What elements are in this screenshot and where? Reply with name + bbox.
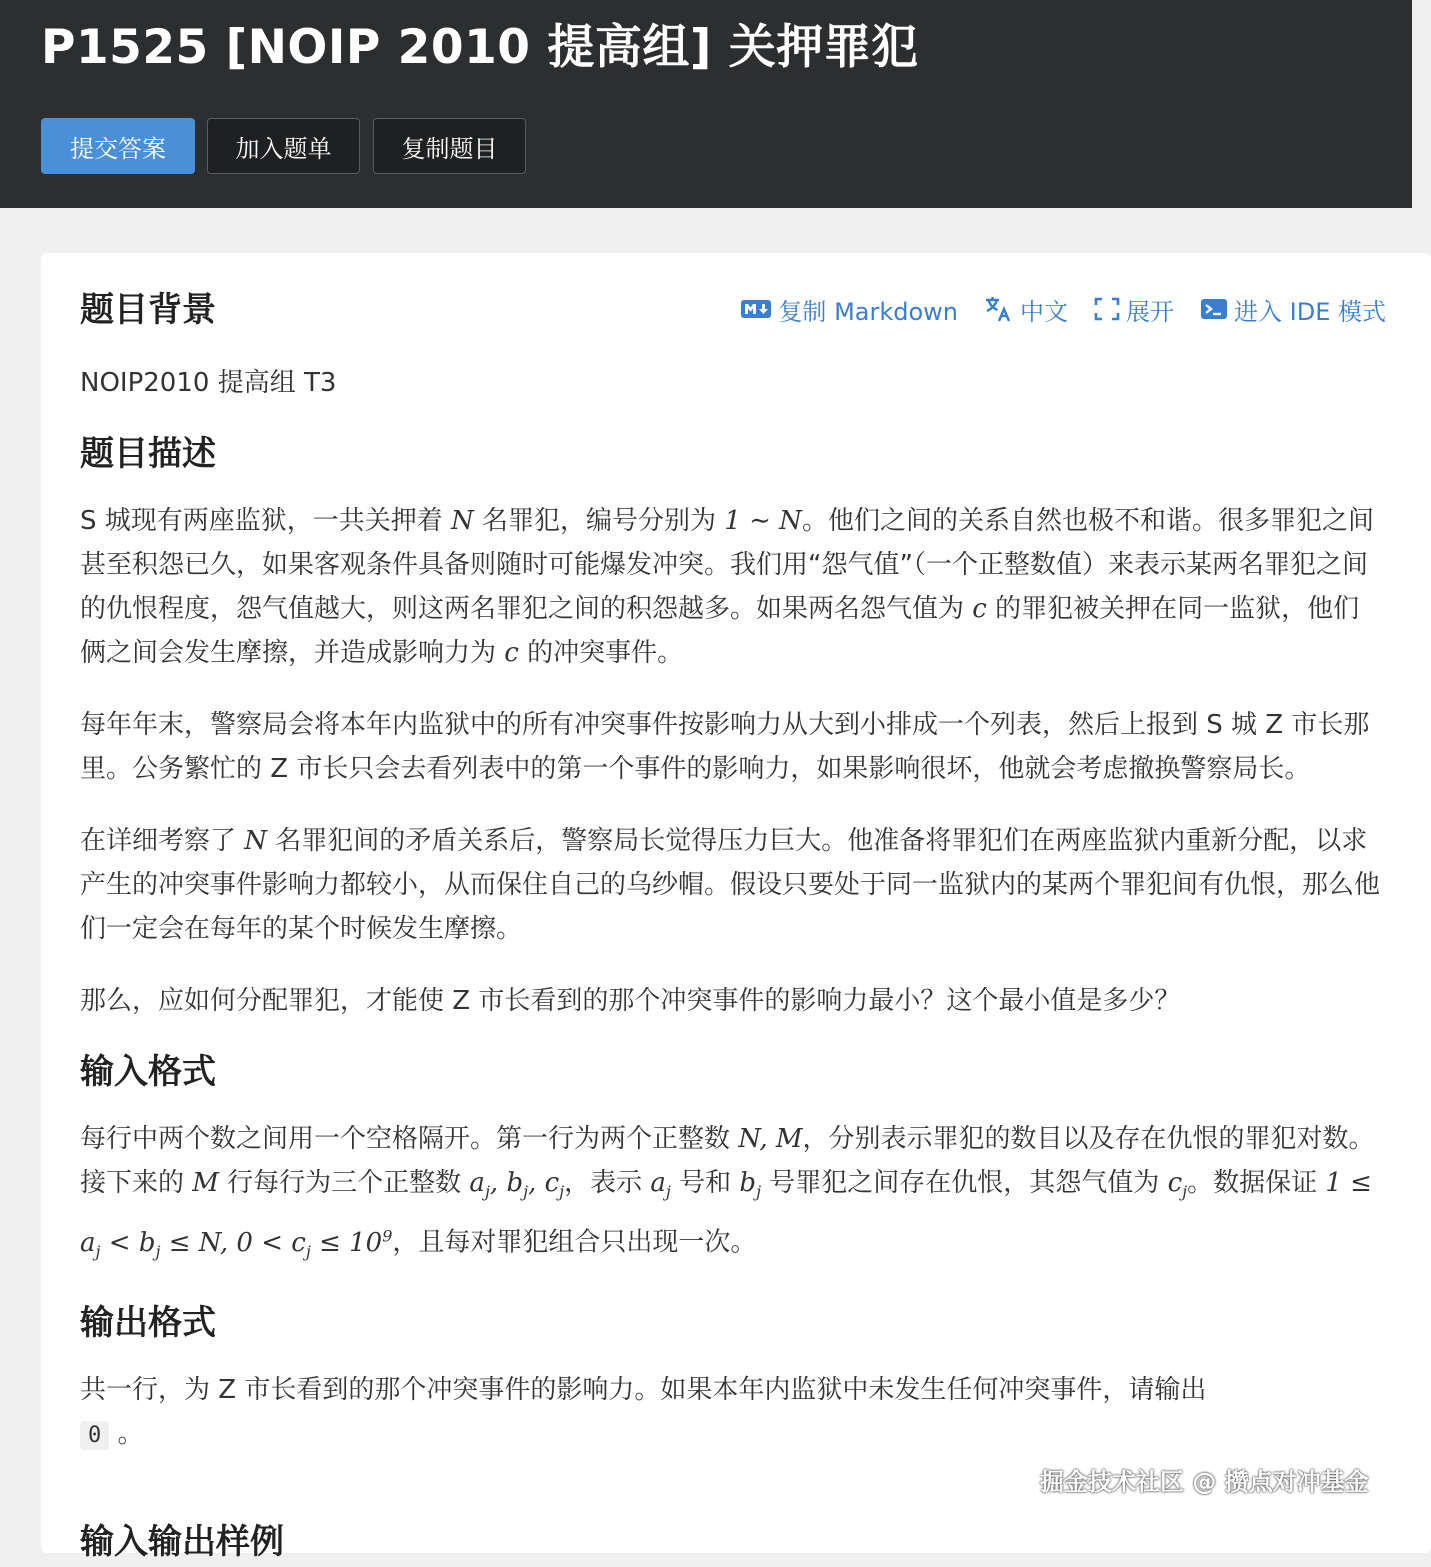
copy-problem-button[interactable]: 复制题目 <box>373 118 526 174</box>
description-paragraph-4: 那么，应如何分配罪犯，才能使 Z 市长看到的那个冲突事件的影响力最小？这个最小值是多少？ <box>80 986 1181 1016</box>
description-paragraph-3: 在详细考察了 N 名罪犯间的矛盾关系后，警察局长觉得压力巨大。他准备将罪犯们在两座监狱内重新分配，以求产生的冲突事件影响力都较小，从而保住自己的乌纱帽。假设只要处于同一监狱内的某两个罪犯间有仇恨，那么他们一定会在每年的某个时候发生摩擦。 <box>80 826 1381 944</box>
watermark: 掘金技术社区 @ 攒点对冲基金 <box>1040 1468 1369 1496</box>
output-format-text: 共一行，为 Z 市长看到的那个冲突事件的影响力。如果本年内监狱中未发生任何冲突事件，请输出 0 。 <box>80 1375 1207 1450</box>
submit-answer-button[interactable]: 提交答案 <box>41 118 195 174</box>
description-paragraph-1: S 城现有两座监狱，一共关押着 N 名罪犯，编号分别为 1 ∼ N。他们之间的关系自然也极不和谐。很多罪犯之间甚至积怨已久，如果客观条件具备则随时可能爆发冲突。我们用“怨气值”（一个正整数值）来表示某两名罪犯之间的仇恨程度，怨气值越大，则这两名罪犯之间的积怨越多。如果两名怨气值为 c 的罪犯被关押在同一监狱，他们俩之间会发生摩擦，并造成影响力为 c 的冲突事件。 <box>80 506 1374 668</box>
problem-content <box>80 285 1385 1458</box>
problem-header <box>0 0 1412 208</box>
background-text: NOIP2010 提高组 T3 <box>80 368 337 398</box>
ide-mode-label: 进入 IDE 模式 <box>1234 297 1386 326</box>
background-heading: 题目背景 <box>80 290 216 330</box>
description-heading: 题目描述 <box>80 434 216 474</box>
description-paragraph-2: 每年年末，警察局会将本年内监狱中的所有冲突事件按影响力从大到小排成一个列表，然后上报到 S 城 Z 市长那里。公务繁忙的 Z 市长只会去看列表中的第一个事件的影响力，如果影响很坏，他就会考虑撤换警察局长。 <box>80 710 1370 784</box>
output-zero-code: 0 <box>80 1421 109 1450</box>
input-format-heading: 输入格式 <box>80 1052 216 1092</box>
language-label: 中文 <box>1020 297 1069 326</box>
expand-label: 展开 <box>1126 297 1175 326</box>
add-to-list-button[interactable]: 加入题单 <box>207 118 360 174</box>
output-format-heading: 输出格式 <box>80 1303 216 1344</box>
sample-heading <box>80 1517 284 1532</box>
page-title: P1525 [NOIP 2010 提高组] 关押罪犯 <box>41 20 919 75</box>
input-format-text: 每行中两个数之间用一个空格隔开。第一行为两个正整数 N, M，分别表示罪犯的数目以及存在仇恨的罪犯对数。接下来的 M 行每行为三个正整数 $a_j$, $b_j$, $c_j$，表示 $a_j$ 号和 $b_j$ 号罪犯之间存在仇恨，其怨气值为 $c_j$。数据保证 $1 \le a_j < b_j \le N$, $0 < c_j \le 10^9$，且每对罪犯组合只出现一次。 <box>80 1124 1375 1262</box>
copy-markdown-label: 复制 Markdown <box>778 297 959 326</box>
